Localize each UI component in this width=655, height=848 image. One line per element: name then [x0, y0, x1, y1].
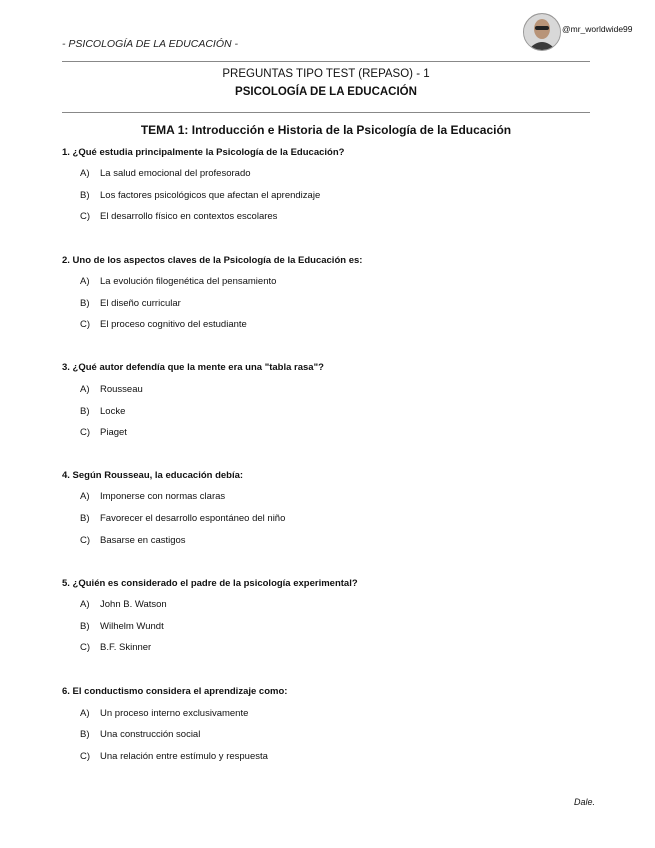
option-2c: C) El proceso cognitivo del estudiante: [80, 319, 247, 330]
option-3a: A) Rousseau: [80, 384, 143, 395]
option-6a: A) Un proceso interno exclusivamente: [80, 708, 249, 719]
topic-heading: TEMA 1: Introducción e Historia de la Psicología de la Educación: [140, 123, 512, 137]
question-1: 1. ¿Qué estudia principalmente la Psicología de la Educación?: [62, 147, 345, 158]
option-4c: C) Basarse en castigos: [80, 535, 186, 546]
document-title: PSICOLOGÍA DE LA EDUCACIÓN: [235, 86, 417, 98]
option-4b: B) Favorecer el desarrollo espontáneo del niño: [80, 513, 286, 524]
option-2b: B) El diseño curricular: [80, 298, 181, 309]
footer-note: Dale.: [574, 797, 596, 807]
author-handle: @mr_worldwide99: [562, 24, 633, 34]
question-6: 6. El conductismo considera el aprendizaje como:: [62, 686, 288, 697]
option-6c: C) Una relación entre estímulo y respuesta: [80, 751, 268, 762]
option-1c: C) El desarrollo físico en contextos escolares: [80, 211, 278, 222]
option-5c: C) B.F. Skinner: [80, 642, 152, 653]
option-2a: A) La evolución filogenética del pensamiento: [80, 276, 277, 287]
header-divider: [62, 61, 590, 62]
question-5: 5. ¿Quién es considerado el padre de la psicología experimental?: [62, 578, 358, 589]
question-2: 2. Uno de los aspectos claves de la Psicología de la Educación es:: [62, 255, 363, 266]
option-5a: A) John B. Watson: [80, 599, 167, 610]
avatar: [523, 13, 561, 51]
title-divider: [62, 112, 590, 113]
option-3c: C) Piaget: [80, 427, 127, 438]
option-5b: B) Wilhelm Wundt: [80, 621, 164, 632]
avatar-portrait-icon: [524, 14, 560, 50]
document-subtitle: PREGUNTAS TIPO TEST (REPASO) - 1: [222, 68, 430, 80]
option-1a: A) La salud emocional del profesorado: [80, 168, 251, 179]
option-1b: B) Los factores psicológicos que afectan el aprendizaje: [80, 190, 321, 201]
option-3b: B) Locke: [80, 406, 126, 417]
running-header: - PSICOLOGÍA DE LA EDUCACIÓN -: [62, 38, 239, 50]
question-3: 3. ¿Qué autor defendía que la mente era una "tabla rasa"?: [62, 362, 324, 373]
option-6b: B) Una construcción social: [80, 729, 201, 740]
option-4a: A) Imponerse con normas claras: [80, 491, 226, 502]
question-4: 4. Según Rousseau, la educación debía:: [62, 470, 244, 481]
